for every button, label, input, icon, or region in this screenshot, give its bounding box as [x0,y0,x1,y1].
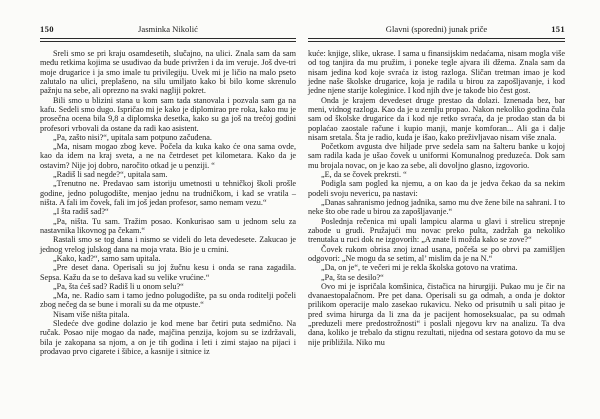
running-head-right [308,24,565,35]
paragraph: Nisam više ništa pitala. [53,309,130,319]
page-number-left: 150 [40,24,54,34]
page-body-right [308,49,565,347]
paragraph: Čovek rukom obrisa znoj iznad usana, počeša se po obrvi pa zamišljen odgovori: „Ne mogu da se setim, al’ mislim da je na N.“ [308,244,565,263]
paragraph: Sledeće dve godine dolazio je kod mene bar četiri puta sedmično. Na ručak. Posao nije mogao da nađe, majčina penzija, kojom su se izdržavali, bila je zakopana sa njom, a on je tih godina i leti i zimi stajao na pijaci i prodavao prvo cigarete i šibice, a kasnije i sitnice iz [40,319,296,356]
header-rule-right [308,38,565,42]
paragraph: Bili smo u blizini stana u kom sam tada stanovala i pozvala sam ga na kafu. Sedeli smo dugo. Ispričao mi je kako je diplomirao pre roka, kako mu je prosečna ocena bila 9,8 a diplomska desetka, kako su ga još na trećoj godini profesori vrbovali da ostane da radi kao asistent. [40,95,296,133]
page-right [300,0,600,419]
paragraph: Ovo mi je ispričala komšinica, čistačica na hirurgiji. Pukao mu je čir na dvanaestopalačnom. Pre pet dana. Operisali su ga odmah, a onda je doktor prilikom operacije malo zasekao rukavicu. Neko od prisutnih u sali pitao je pred svima hirurga da li zna da je pacijent homoseksualac, pa su odmah „preduzeli mere predostrožnosti“ i poslali njegovu krv na analizu. Ta dva dana, koliko je trebalo da stignu rezultati, nijedna od sestara gotovo da mu se nije približila. Niko mu [308,281,565,347]
paragraph: Poslednja rečenica mi upali lampicu alarma u glavi i strelicu strepnje zabode u grudi. Pružajući mu novac preko pulta, zadržah ga nekoliko trenutaka u ruci dok ne izgovorih: „A znate li možda kako se zove?“ [308,216,565,245]
paragraph-dialogue: „Pa, šta ćeš sad? Radiš li u onom selu?“ [53,281,184,291]
paragraph-dialogue: „Ma, ne. Radio sam i tamo jedno polugodište, pa su onda roditelji počeli zbog nečeg da se bune i morali su da me otpuste.“ [40,291,296,310]
paragraph: Podigla sam pogled ka njemu, a on kao da je jedva čekao da sa nekim podeli svoju nevericu, pa nastavi: [308,179,565,198]
running-head-left [40,24,296,35]
paragraph-dialogue: „Pre deset dana. Operisali su joj žučnu kesu i onda se rana zagadila. Sepsa. Kažu da se to dešava kad su velike vrućine.“ [40,263,296,282]
paragraph-dialogue: „Pa, ništa. Tu sam. Tražim posao. Konkurisao sam u jednom selu za nastavnika likovnog pa čekam.“ [40,216,296,235]
paragraph-continuation: kuće: knjige, slike, ukrase. I sama u finansijskim nedaćama, nisam mogla više od tog tanjira da mu pružim, i poneke tegle ajvara ili džema. Znala sam da nisam jedina kod koje svraća iz istog razloga. Sličan tretman imao je kod jedne naše školske drugarice, koja je radila u birou za zapošljavanje, i kod jedne njene starije koleginice. I kod njih dve je takođe bio čest gost. [308,49,565,96]
page-body-left [40,49,296,356]
paragraph: Onda je krajem devedeset druge prestao da dolazi. Iznenada bez, bar meni, vidnog razloga. Kao da je u zemlju propao. Nakon nekoliko godina čula sam od školske drugarice da i kod nje retko svraća, da je prodao stan da bi poplaćao zaostale račune i kupio manji, manje komforan... Ali ga i dalje nisam sretala. Šta je radio, kuda je išao, kako preživljavao nisam više znala. [308,95,565,142]
paragraph: Rastali smo se tog dana i nismo se videli do leta devedesete. Zakucao je jednog vrelog julskog dana na moja vrata. Bio je u crnini. [40,235,296,254]
paragraph-dialogue: „I šta radiš sad?“ [53,207,109,217]
paragraph-dialogue: „Trenutno ne. Predavao sam istoriju umetnosti u tehničkoj školi prošle godine, jedno polugodište, menjao jednu na trudničkom, i kad se vratila – ništa. A fali im čovek, fali im još jedan profesor, samo nemam vezu.“ [40,179,296,207]
paragraph-dialogue: „E, da se čovek prekrsti. “ [321,170,407,180]
paragraph: Sreli smo se pri kraju osamdesetih, slučajno, na ulici. Znala sam da sam među retkima kojima se usuđivao da bude privržen i da im veruje. Još dve-tri moje drugarice i ja smo imale tu privilegiju. Uvek mi je ličio na malo pseto zalutalo na ulici, preplašeno, na silu umiljato kako bi bilo kome skrenulo pažnju na sebe, ali oprezno na svaki nagliji pokret. [40,49,296,96]
running-header-author: Jasminka Nikolić [138,24,198,34]
paragraph-dialogue: „Pa, šta se desilo?“ [321,272,384,282]
page-number-right: 151 [551,24,565,34]
paragraph-dialogue: „Pa, zašto nisi?“, upitala sam potpuno začuđena. [53,132,212,142]
paragraph: Početkom avgusta dve hiljade prve sedela sam na šalteru banke u kojoj sam radila kada je ušao čovek u uniformi Komunalnog preduzeća. Dok sam mu brojala novac, on je kao za sebe, ali dovoljno glasno, izgovorio. [308,142,565,170]
paragraph-dialogue: „Kako, kad?“, samo sam upitala. [53,253,161,263]
paragraph-dialogue: „Ma, nisam mogao zbog keve. Počela da kuka kako će ona sama ovde, kao da idem na kraj sveta, a ne na četrdeset pet kilometara. Kako da je ostavim? Nije joj dobro, naročito otkad je u penziji. “ [40,142,296,170]
running-header-title: Glavni (sporedni) junak priče [385,24,488,34]
paragraph-dialogue: „Danas sahranismo jednog jadnika, samo mu dve žene bile na sahrani. I to neke što obe rade u birou za zapošljavanje.“ [308,198,565,217]
header-rule-left [40,38,296,42]
paragraph-dialogue: „Radiš li sad negde?“, upitala sam. [53,170,168,180]
paragraph-dialogue: „Da, on je“, te večeri mi je rekla školska gotovo na vratima. [321,263,518,273]
